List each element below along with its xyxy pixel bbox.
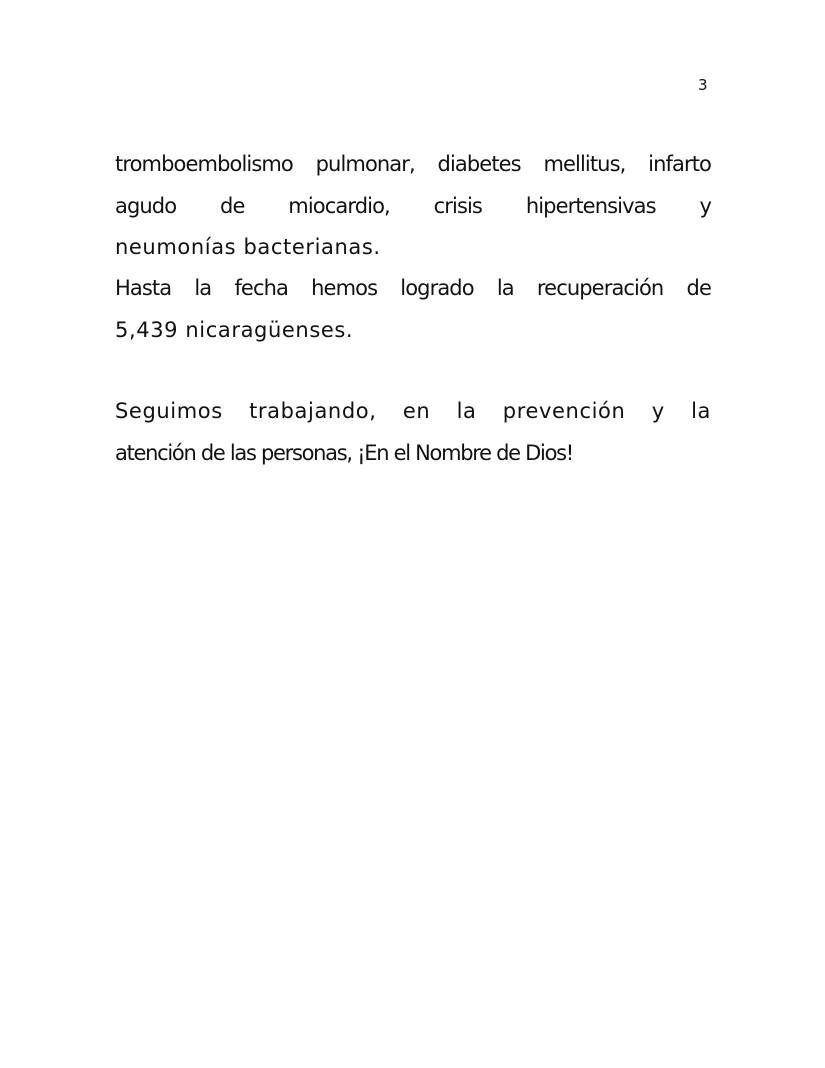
- text-line-6: Seguimos trabajando, en la prevención y la: [115, 399, 711, 423]
- text-line-5: 5,439 nicaragüenses.: [115, 318, 354, 342]
- text-line-1: tromboembolismo pulmonar, diabetes mellitus, infarto: [115, 152, 711, 176]
- text-line-2: agudo de miocardio, crisis hipertensivas y: [115, 194, 711, 218]
- page-number: 3: [698, 76, 708, 94]
- text-line-7: atención de las personas, ¡En el Nombre de Dios!: [115, 441, 573, 465]
- text-line-3: neumonías bacterianas.: [115, 235, 381, 259]
- text-line-4: Hasta la fecha hemos logrado la recuperación de: [115, 276, 711, 300]
